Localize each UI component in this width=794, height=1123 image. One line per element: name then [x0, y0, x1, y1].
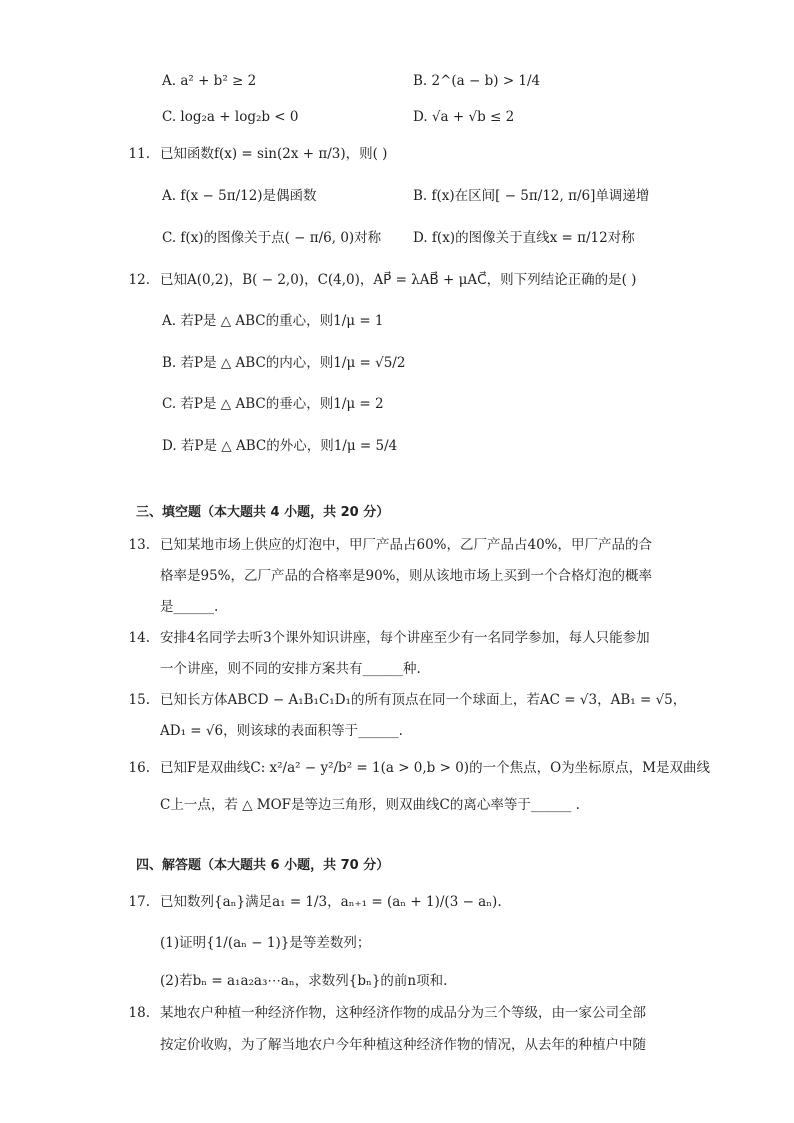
option-c: C. log₂a + log₂b < 0	[162, 109, 299, 125]
question-number: 11.	[128, 146, 150, 162]
question-stem: 已知数列{aₙ}满足a₁ = 1/3，aₙ₊₁ = (aₙ + 1)/(3 − aₙ).	[160, 894, 502, 910]
option-d: D. √a + √b ≤ 2	[413, 109, 515, 125]
question-number: 13.	[128, 537, 150, 553]
question-stem: 已知A(0,2)，B( − 2,0)，C(4,0)，AP⃗ = λAB⃗ + μAC⃗，则下列结论正确的是( )	[160, 272, 637, 288]
question-text-line: 一个讲座，则不同的安排方案共有______种.	[160, 661, 421, 677]
option-b: B. 2^(a − b) > 1/4	[413, 73, 541, 89]
section-heading-answers: 四、解答题（本大题共 6 小题，共 70 分）	[136, 858, 390, 873]
option-b: B. 若P是 △ ABC的内心，则1/μ = √5/2	[162, 355, 406, 371]
question-text-line: 已知长方体ABCD − A₁B₁C₁D₁的所有顶点在同一个球面上，若AC = √3，AB₁ = √5，	[160, 692, 687, 708]
option-d: D. 若P是 △ ABC的外心，则1/μ = 5/4	[162, 438, 398, 454]
option-c: C. 若P是 △ ABC的垂心，则1/μ = 2	[162, 396, 384, 412]
question-number: 12.	[128, 272, 150, 288]
question-stem: 已知函数f(x) = sin(2x + π/3)，则( )	[160, 146, 388, 162]
question-text-line: 安排4名同学去听3个课外知识讲座，每个讲座至少有一名同学参加，每人只能参加	[160, 630, 650, 646]
question-part-2: (2)若bₙ = a₁a₂a₃⋯aₙ，求数列{bₙ}的前n项和.	[160, 973, 448, 989]
question-part-1: (1)证明{1/(aₙ − 1)}是等差数列；	[160, 935, 371, 951]
option-d: D. f(x)的图像关于直线x = π/12对称	[413, 230, 635, 246]
question-text-line: 按定价收购，为了解当地农户今年种植这种经济作物的情况，从去年的种植户中随	[160, 1037, 646, 1053]
question-text-line: C上一点，若 △ MOF是等边三角形，则双曲线C的离心率等于______ .	[160, 797, 580, 813]
question-number: 17.	[128, 894, 150, 910]
question-number: 14.	[128, 630, 150, 646]
option-b: B. f(x)在区间[ − 5π/12, π/6]单调递增	[413, 188, 650, 204]
question-text-line: 已知F是双曲线C: x²/a² − y²/b² = 1(a > 0,b > 0)的一个焦点，O为坐标原点，M是双曲线	[160, 760, 710, 776]
option-a: A. 若P是 △ ABC的重心，则1/μ = 1	[162, 313, 384, 329]
question-text-line: 是______.	[160, 599, 219, 615]
option-a: A. a² + b² ≥ 2	[162, 73, 257, 89]
question-text-line: 某地农户种植一种经济作物，这种经济作物的成品分为三个等级，由一家公司全部	[160, 1005, 646, 1021]
question-text-line: 已知某地市场上供应的灯泡中，甲厂产品占60%，乙厂产品占40%，甲厂产品的合	[160, 537, 653, 553]
question-number: 16.	[128, 760, 150, 776]
question-text-line: AD₁ = √6，则该球的表面积等于______.	[160, 723, 403, 739]
question-number: 18.	[128, 1005, 150, 1021]
question-number: 15.	[128, 692, 150, 708]
section-heading-fill-in: 三、填空题（本大题共 4 小题，共 20 分）	[136, 505, 390, 520]
question-text-line: 格率是95%，乙厂产品的合格率是90%，则从该地市场上买到一个合格灯泡的概率	[160, 568, 653, 584]
option-a: A. f(x − 5π/12)是偶函数	[162, 188, 317, 204]
option-c: C. f(x)的图像关于点( − π/6, 0)对称	[162, 230, 382, 246]
